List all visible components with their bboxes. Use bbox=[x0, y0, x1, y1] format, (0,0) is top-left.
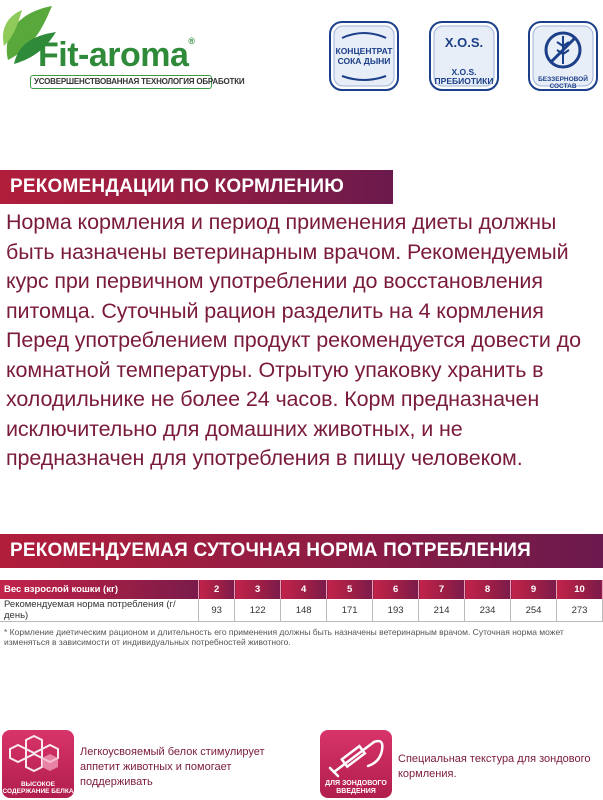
logo-wordmark: Fit-aroma® bbox=[38, 36, 195, 74]
badge-xos-line2: ПРЕБИОТИКИ bbox=[434, 76, 494, 86]
hexagon-molecule-icon bbox=[2, 732, 74, 784]
feature-protein-caption-2: СОДЕРЖАНИЕ БЕЛКА bbox=[2, 788, 74, 795]
weight-header-cell: 5 bbox=[327, 580, 373, 599]
badge-melon-juice bbox=[328, 20, 400, 92]
weight-header-cell: 3 bbox=[235, 580, 281, 599]
amount-cell: 234 bbox=[465, 599, 511, 622]
badge-melon-line1: КОНЦЕНТРАТ bbox=[335, 46, 393, 56]
weight-header-cell: 2 bbox=[199, 580, 235, 599]
badge-grain-free-label: БЕЗЗЕРНОВОЙ СОСТАВ bbox=[538, 76, 588, 90]
feature-tube-caption-1: ДЛЯ ЗОНДОВОГО bbox=[325, 780, 387, 787]
weight-header-cell: 10 bbox=[556, 580, 602, 599]
badge-grain-free bbox=[527, 20, 599, 92]
amount-cell: 171 bbox=[327, 599, 373, 622]
feature-protein-caption bbox=[2, 781, 74, 795]
amount-cell: 93 bbox=[199, 599, 235, 622]
logo-tagline: УСОВЕРШЕНСТВОВАННАЯ ТЕХНОЛОГИЯ ОБРАБОТКИ bbox=[34, 77, 245, 86]
weight-header-cell: 7 bbox=[419, 580, 465, 599]
table-row bbox=[0, 599, 603, 622]
daily-norm-section-title: РЕКОМЕНДУЕМАЯ СУТОЧНАЯ НОРМА ПОТРЕБЛЕНИЯ bbox=[0, 534, 603, 568]
amount-cell: 214 bbox=[419, 599, 465, 622]
amount-cell: 193 bbox=[373, 599, 419, 622]
amount-row-label: Рекомендуемая норма потребления (г/день) bbox=[0, 599, 199, 622]
feature-protein-text: Легкоусвояемый белок стимулирует аппетит животных и помогает поддерживать bbox=[80, 746, 265, 788]
table-header-row bbox=[0, 580, 603, 599]
feature-tube-text: Специальная текстура для зондового кормления. bbox=[398, 753, 591, 780]
badge-xos-title: X.O.S. bbox=[444, 35, 484, 50]
amount-cell: 254 bbox=[511, 599, 557, 622]
feature-high-protein-icon bbox=[2, 730, 74, 798]
feeding-instructions: Норма кормления и период применения диеты должны быть назначены ветеринарным врачом. Рекомендуемый курс при первичном употреблении до восстановления питомца. Суточный рацион разделить на 4 кормления Перед употреблением продукт рекомендуется довести до комнатной температуры. Отрытую упаковку хранить в холодильнике не более 24 часов. Корм предназначен исключительно для домашних животных, и не предназначен для употребления в пищу человеком. bbox=[6, 210, 581, 470]
footnote: * Кормление диетическим рационом и длительность его применения должны быть назначены ветеринарным врачом. Суточная норма может изменяться в зависимости от индивидуальных потребностей животного. bbox=[4, 627, 564, 647]
weight-header-label: Вес взрослой кошки (кг) bbox=[0, 580, 199, 599]
daily-norm-table bbox=[0, 580, 603, 622]
badge-xos bbox=[428, 20, 500, 92]
feature-tube-caption-2: ВВЕДЕНИЯ bbox=[336, 788, 376, 795]
amount-cell: 273 bbox=[556, 599, 602, 622]
amount-cell: 148 bbox=[281, 599, 327, 622]
amount-cell: 122 bbox=[235, 599, 281, 622]
weight-header-cell: 8 bbox=[465, 580, 511, 599]
feature-tube-caption bbox=[320, 780, 392, 796]
feature-tube-feeding-icon bbox=[320, 730, 392, 798]
weight-header-cell: 4 bbox=[281, 580, 327, 599]
brand-logo bbox=[0, 0, 245, 95]
feature-protein-caption-1: ВЫСОКОЕ bbox=[20, 781, 55, 788]
badge-xos-line1: X.O.S. bbox=[451, 67, 477, 77]
weight-header-cell: 9 bbox=[511, 580, 557, 599]
badge-melon-line2: СОКА ДЫНИ bbox=[337, 56, 391, 66]
weight-header-cell: 6 bbox=[373, 580, 419, 599]
syringe-icon bbox=[320, 732, 392, 784]
feeding-section-title: РЕКОМЕНДАЦИИ ПО КОРМЛЕНИЮ bbox=[0, 170, 393, 204]
